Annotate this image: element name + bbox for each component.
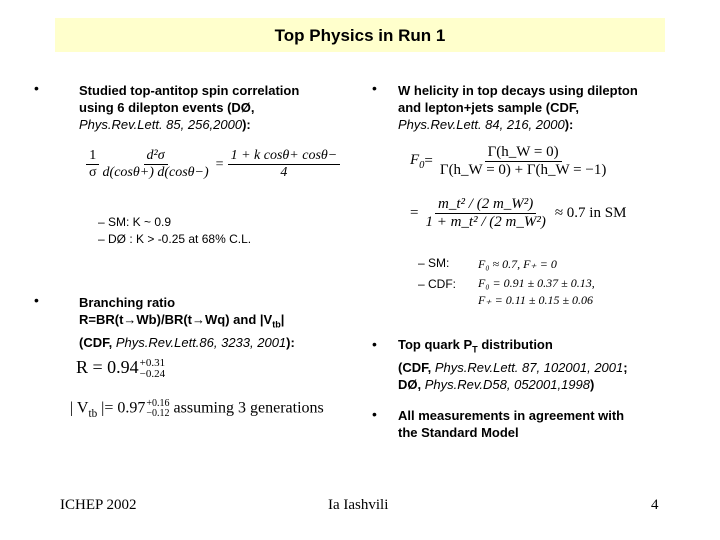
spin-correlation-text: Studied top-antitop spin correlation using 6 dilepton events (DØ, Phys.Rev.Lett. 85, 256,2000): <box>79 83 300 132</box>
w-helicity-text: W helicity in top decays using dilepton and lepton+jets sample (CDF, Phys.Rev.Lett. 84, 216, 2000): <box>398 83 638 132</box>
bullet-marker: • <box>372 406 377 422</box>
w-sm-values: F₀ ≈ 0.7, F₊ = 0 <box>478 257 557 271</box>
footer-author: Ia Iashvili <box>328 497 389 513</box>
w-cdf-f0: F₀ = 0.91 ± 0.37 ± 0.13, <box>478 276 595 290</box>
w-cdf-label: – CDF: <box>418 277 457 291</box>
f0-formula: $F_0$ = $\frac{\Gamma(h\_W = 0)}{\Gamma(h\_W = 0) + \Gamma(h\_W = -1)}$ <box>410 144 607 178</box>
spin-sm-value: – SM: K ~ 0.9 <box>98 215 172 229</box>
bullet-marker: • <box>34 292 39 308</box>
r-ratio-formula: R = 0.94 +0.31 −0.24 <box>76 356 166 380</box>
footer-page-number: 4 <box>651 497 659 513</box>
branching-ratio-text: Branching ratio R=BR(t→Wb)/BR(t→Wq) and $|V_{tb}|$ (CDF, Phys.Rev.Lett.86, 3233, 2001): <box>79 295 295 350</box>
mass-ratio-formula: = $\frac{\text{m\_t² / (2 m\_W²)}}{\text{1 + m\_t² / (2 m\_W²)}}$ ≈ 0.7 in SM <box>410 196 627 230</box>
footer-conference: ICHEP 2002 <box>60 497 137 513</box>
agreement-text: All measurements in agreement with the Standard Model <box>398 408 625 440</box>
spin-correlation-formula: $\frac{1}{\sigma}$ $\frac{\text{d²σ}}{d(\cos\theta+) d(\cos\theta-)}$ = $\frac{\text{1 + k cosθ+ cosθ−}}{4}$ <box>86 148 340 181</box>
bullet-marker: • <box>34 80 39 96</box>
pt-distribution-text: Top quark $P_T$ distribution (CDF, Phys.Rev.Lett. 87, 102001, 2001; DØ, Phys.Rev.D58, 052001,1998) <box>398 337 628 392</box>
spin-d0-value: – DØ : K > -0.25 at 68% C.L. <box>98 232 252 246</box>
w-sm-label: – SM: <box>418 256 450 270</box>
slide-title: Top Physics in Run 1 <box>274 26 446 45</box>
bullet-marker: • <box>372 336 377 352</box>
vtb-formula: | $V_{tb}$ |= 0.97 +0.16 −0.12 assuming 3 generations <box>70 398 324 420</box>
w-cdf-fplus: F₊ = 0.11 ± 0.15 ± 0.06 <box>478 293 594 307</box>
bullet-marker: • <box>372 80 377 96</box>
